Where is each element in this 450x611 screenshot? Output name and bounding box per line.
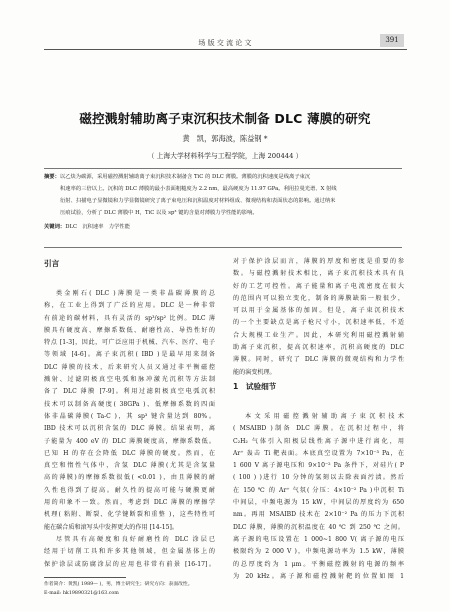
body-line: 为 20 kHz。离子源和磁控溅射靶的位置如图 1 [233,572,404,580]
body-line: 备了 DLC 薄膜 [7-9]。利用过滤阴极真空电弧沉积 [44,388,215,396]
body-line: C₂H₂ 气体引入阳极层线性离子源中进行离化，用 [233,437,404,445]
body-line: 好的工艺可控性。离子能量和离子电流密度在很大 [233,282,404,290]
body-line: 极限约为 2 000 V )，中频电源功率为 1.5 kW，薄膜 [233,548,404,556]
body-line: Ar⁺ 轰击 Ti 靶表面。本底真空设置为 7×10⁻³ Pa，在 [233,449,404,457]
body-line: DLC 薄膜，薄膜的沉积温度在 40 ℃ 到 250 ℃ 之间。 [233,523,404,531]
body-line: 溅射、过滤阴极真空电弧和脉冲激光沉积等方法制 [44,376,215,384]
footnote-rule [44,577,126,578]
paper-title: 磁控溅射辅助离子束沉积技术制备 DLC 薄膜的研究 [79,111,371,126]
body-line: 1 600 V 离子源电压和 9×10⁻² Pa 条件下，对硅片( P [233,462,404,470]
abstract-line: 压痕试验，分析了 DLC 薄膜中 H，TiC 以及 sp³ 键的含量对薄膜力学性能的影响。 [60,210,258,216]
body-line: 等领域 [4-6]。离子束沉积( IBD )是最早用来制备 [44,351,215,359]
body-line: 中间层，中频电源为 15 kW，中间层的厚度约为 650 [233,499,404,507]
email-footnote: E-mail: hk19890321@163.com [44,590,119,596]
body-line: 保护涂层或防腐涂层的应用也非常有前景 [16-17]。 [44,560,215,568]
header-rule [44,49,407,50]
body-line: 技术可以制备高硬度( 38GPa )、低摩擦系数的四面 [44,400,215,408]
body-line: 已知 H 的存在会降低 DLC 薄膜的硬度。然而，在 [44,449,215,457]
body-line: 体非晶碳薄膜( Ta-C )，其 sp³ 键含量达到 80%。 [44,412,215,420]
body-line: nm。再用 MSAIBD 技术在 2×10⁻² Pa 的压力下沉积 [233,511,404,519]
body-line: 久性也得到了提高。耐久性的提高可能与硬膜更耐 [44,486,215,494]
body-line: 可以用于金属基体的加固。但是，离子束沉积技术 [233,307,404,315]
body-line: 有前途的碳材料，具有灵活的 sp³/sp² 比例。DLC 薄 [44,314,215,322]
body-line: DLC 薄膜的技术，后来研究人员又通过非平衡磁控 [44,363,215,371]
section-title-intro: 引言 [44,259,60,268]
keywords-line [44,222,402,232]
section-title-experimental: 1 试验细节 [233,381,277,391]
body-line: 在 150 ℃ 的 Ar⁺ 气氛( 分压：4×10⁻² Pa )中沉积 Ti [233,486,404,494]
body-line: 尽管具有高硬度和良好耐磨性的 DLC 涂层已 [56,535,215,543]
body-line: 能的演变机理。 [233,368,276,376]
body-line: 助离子束沉积，提高沉积速率，沉积高硬度的 DLC [233,344,404,352]
body-line: 数。与磁控溅射技术相比，离子束沉积技术具有良 [233,270,404,278]
abstract-line: 摘要：以乙炔为碳源，采用磁控溅射辅助离子束沉积技术制备含 TiC 的 DLC 薄膜。薄膜的沉积速度是线离子束沉 [44,174,311,180]
abstract-line: 积速率的三倍以上。沉积的 DLC 薄膜的最小表面粗糙度为 2.2 nm，最高硬度为 11.97 GPa。利用拉曼光谱、X 射线 [60,186,337,192]
body-line: 膜具有硬度高、摩擦系数低、耐磨性高、导热性好的 [44,326,215,334]
affiliation: （ 上海大学材料科学与工程学院，上海 200444 ） [147,152,303,160]
body-line: 用的印象不一致。然而，考虑到 DLC 薄膜的摩擦学 [44,499,215,507]
body-line: 的一个主要缺点是离子枪尺寸小，沉积速率低，不适 [233,319,404,327]
body-line: 高的薄膜)的摩擦系数很低( <0.01 )，由且薄膜的耐 [44,474,215,482]
body-line: 类金刚石( DLC )薄膜是一类非晶碳薄膜的总 [56,290,215,297]
body-line: ( 100 ) )进行 10 分钟的氢刻以去除表面污渍。然后 [233,474,404,482]
body-line: 称，在工业上得到了广泛的应用。DLC 是一种非常 [44,302,215,310]
body-line: 机理( 粘附、断裂、化学键断裂和重整 )，这些特性可 [44,511,215,519]
right-column [233,256,404,583]
authors: 黄 凯，郭海波，陈益钢 * [182,134,268,143]
keywords-label: 关键词： [44,224,66,230]
body-line: 能在碳合质和滚写头中发挥更大的作用 [14-15]。 [44,523,178,531]
journal-name: 场 版 交 流 论 文 [198,39,252,47]
body-line: 特点 [1-3]，因此，可广泛应用于机械、汽车、医疗、电子 [44,339,215,347]
body-line: 子能量为 400 eV 的 DLC 薄膜硬度高，摩擦系数低。 [44,437,215,445]
page-number: 391 [380,34,404,47]
body-line: ( MSAIBD )制备 DLC 薄膜。在沉积过程中，将 [233,425,404,433]
author-footnote: 作者简介：黄凯( 1989— )，男，博士研究生；研究方向：表面改性。 [44,581,193,587]
body-line: IBD 技术可以沉积含氢的 DLC 薄膜。结果表明，离 [44,425,215,433]
body-line: 真空和惰性气体中，含氢 DLC 薄膜(尤其是含氢量 [44,462,215,470]
abstract-label: 摘要： [44,174,60,180]
keywords: DLC 沉积速率 力学性能 [65,224,130,230]
body-line: 经用于切削工具和许多其他领域，但金属基体上的 [44,548,215,556]
body-line: 薄膜。同时，研究了 DLC 薄膜的微观结构和力学性 [233,356,404,364]
left-column [44,256,215,598]
abstract-block [44,168,402,248]
body-line: 本文采用磁控溅射辅助离子束沉积技术 [245,412,404,420]
body-line: 的总厚度约为 1 μm。平衡磁控溅射的电源的频率 [233,560,404,568]
abstract-line: 衍射、扫描电子显微镜和力学显微镜研究了离子束电压和沉积温度对材料组成、微观结构和表面状态的影响。通过纳米 [60,198,336,204]
body-line: 离子源的电压设置在 1 000~1 800 V( 离子源的电压 [233,535,404,543]
running-header [0,0,450,52]
body-line: 合大规模工业生产。因此，本研究利用磁控溅射辅 [233,331,404,339]
body-line: 的范围内可以独立变化，制备的薄膜缺陷一般很少， [233,294,404,302]
body-line: 对于保护涂层而言，薄膜的厚度和密度是重要的参 [233,258,404,265]
